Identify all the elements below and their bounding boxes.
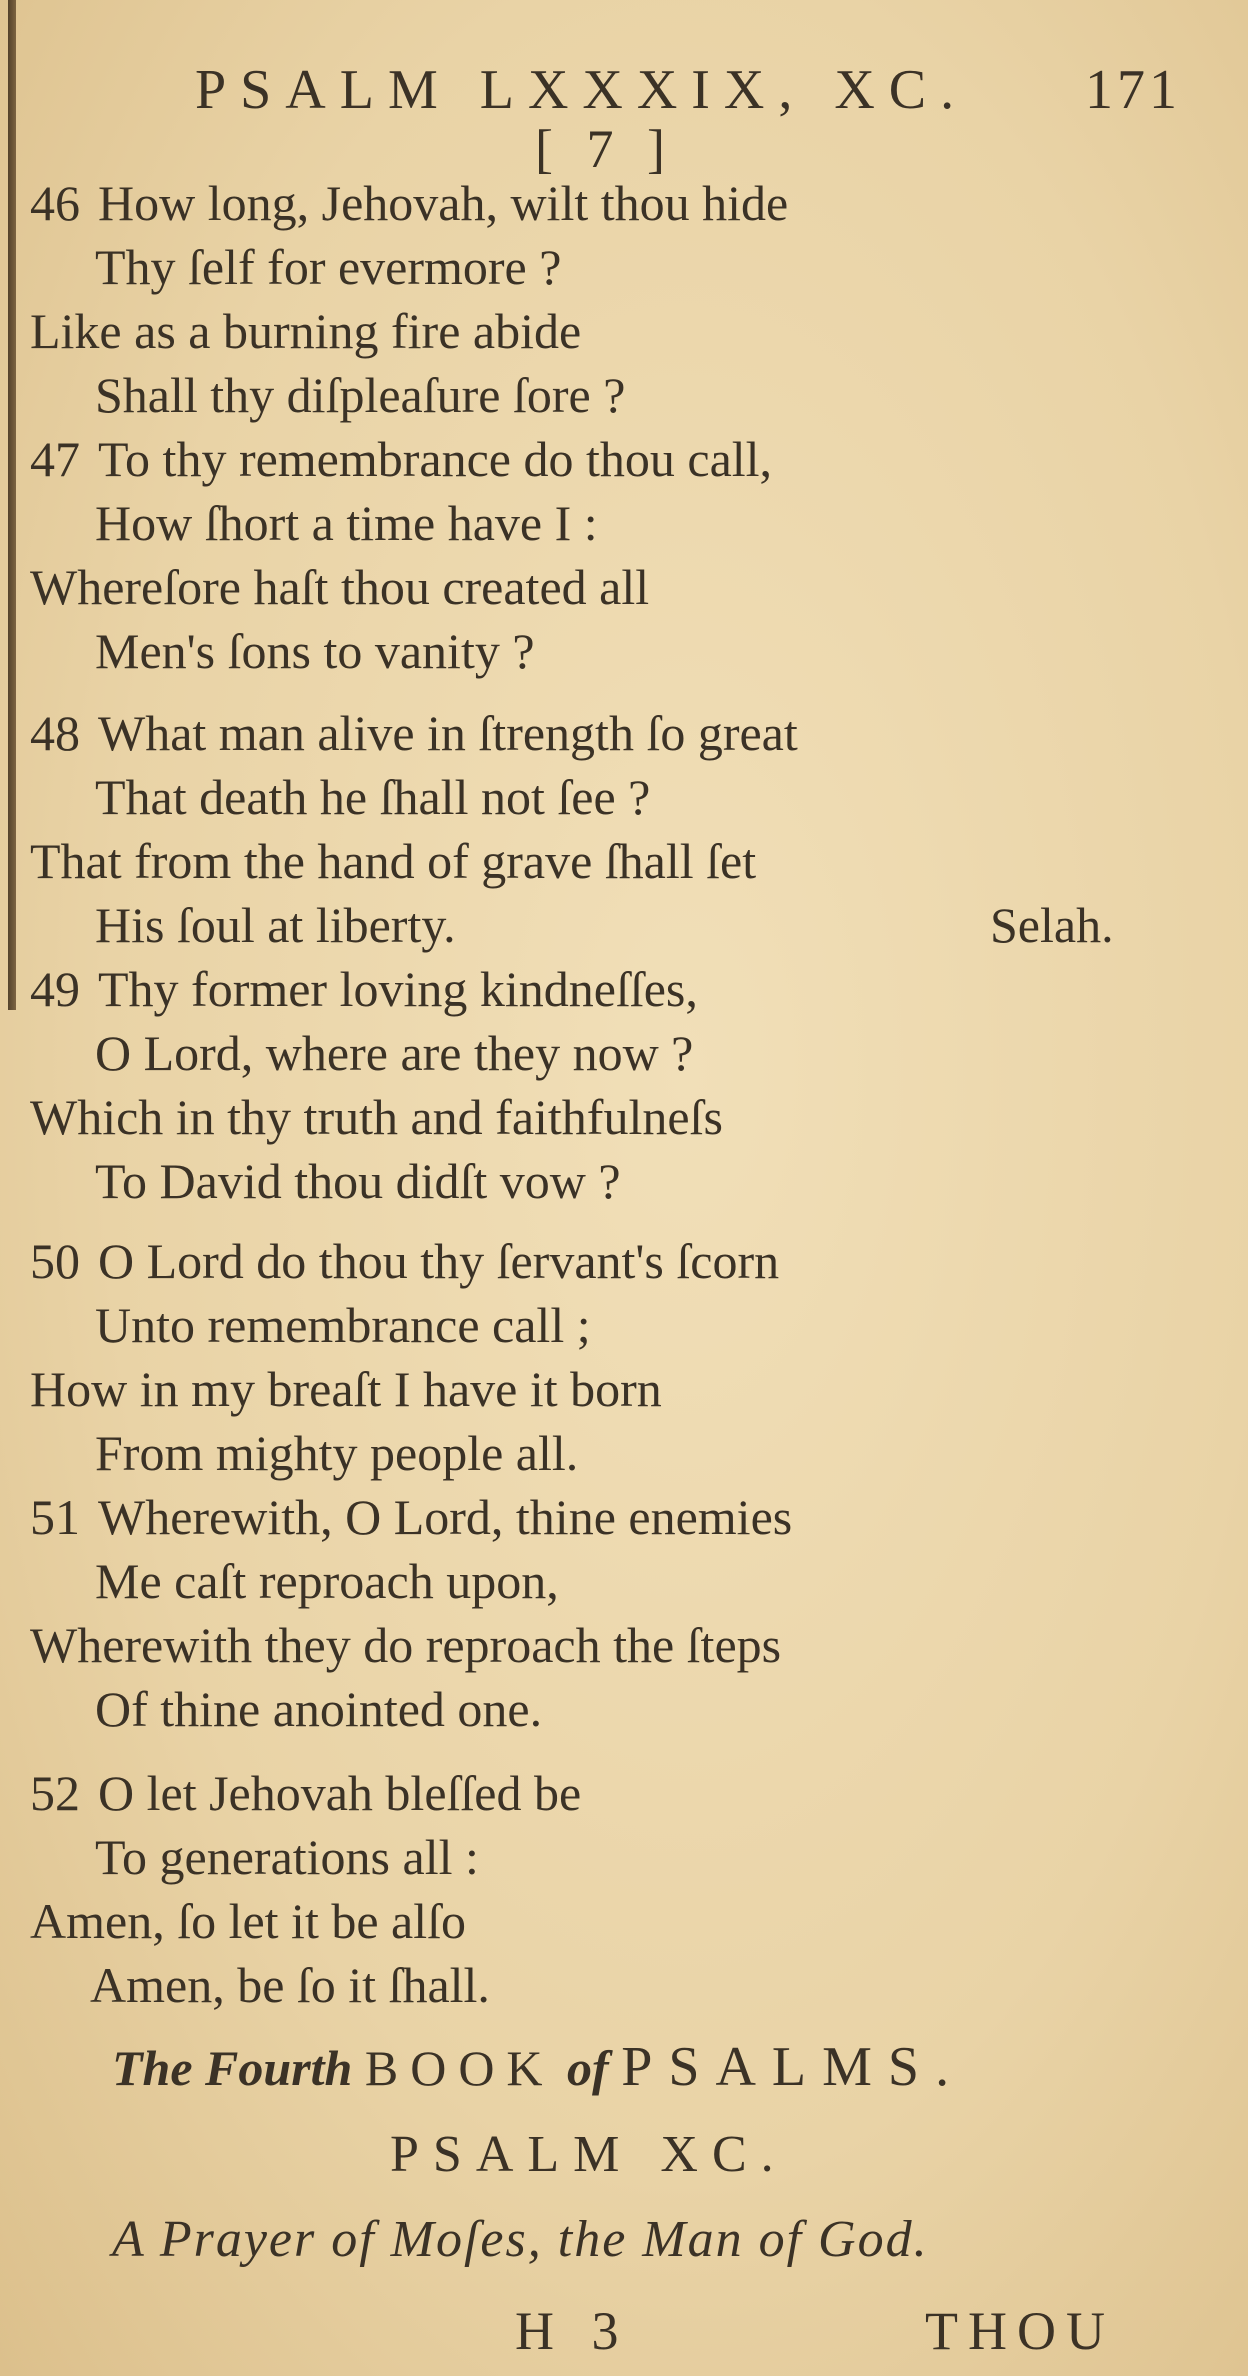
- verse-number: 48: [30, 705, 80, 761]
- verse-line: Amen, ſo let it be alſo: [30, 1893, 467, 1949]
- verse-line: Unto remembrance call ;: [95, 1297, 591, 1353]
- verse-line: 50 O Lord do thou thy ſervant's ſcorn: [30, 1233, 780, 1289]
- verse-line: From mighty people all.: [95, 1425, 579, 1481]
- book-title-ordinal: The Fourth: [112, 2040, 353, 2096]
- page-number: 171: [1085, 59, 1181, 121]
- verse-line: Men's ſons to vanity ?: [95, 623, 535, 679]
- verse-line: To generations all :: [95, 1829, 479, 1885]
- verse-line: Which in thy truth and faithfulneſs: [30, 1089, 723, 1145]
- verse-line: 46 How long, Jehovah, wilt thou hide: [30, 175, 789, 231]
- verse-number: 49: [30, 961, 80, 1017]
- verse-line: That from the hand of grave ſhall ſet: [30, 833, 757, 889]
- catchword: THOU: [925, 2301, 1115, 2361]
- verse-number: 47: [30, 431, 80, 487]
- verse-line: How in my breaſt I have it born: [30, 1361, 662, 1417]
- book-title-of: of: [567, 2040, 609, 2096]
- bracket-mark: [ 7 ]: [535, 119, 675, 179]
- verse-line: O Lord, where are they now ?: [95, 1025, 694, 1081]
- verse-line: Of thine anointed one.: [95, 1681, 543, 1737]
- running-head: PSALM LXXXIX, XC.: [195, 59, 969, 121]
- verse-line: Thy ſelf for evermore ?: [95, 239, 562, 295]
- verse-line: To David thou didſt vow ?: [95, 1153, 621, 1209]
- verse-number: 46: [30, 175, 80, 231]
- verse-line: Shall thy diſpleaſure ſore ?: [95, 367, 626, 423]
- book-title-psalms: PSALMS.: [621, 2036, 966, 2098]
- verse-line: How ſhort a time have I :: [95, 495, 598, 551]
- verse-line: 47 To thy remembrance do thou call,: [30, 431, 773, 487]
- signature-mark: H 3: [515, 2301, 631, 2361]
- book-title-book: BOOK: [364, 2040, 555, 2096]
- verse-line: Whereſore haſt thou created all: [30, 559, 650, 615]
- page-gutter-edge: [8, 0, 16, 1010]
- psalm-subtitle: A Prayer of Moſes, the Man of God.: [112, 2211, 929, 2268]
- verse-line: 52 O let Jehovah bleſſed be: [30, 1765, 582, 1821]
- verse-line: 51 Wherewith, O Lord, thine enemies: [30, 1489, 793, 1545]
- verse-line: Like as a burning fire abide: [30, 303, 582, 359]
- verse-line: 48 What man alive in ſtrength ſo great: [30, 705, 798, 761]
- book-title: [112, 2035, 965, 2099]
- verse-number: 52: [30, 1765, 80, 1821]
- verse-line: Amen, be ſo it ſhall.: [90, 1957, 490, 2013]
- psalm-heading: PSALM XC.: [390, 2126, 788, 2183]
- verse-line: That death he ſhall not ſee ?: [95, 769, 651, 825]
- verse-number: 50: [30, 1233, 80, 1289]
- selah-mark: Selah.: [990, 897, 1114, 953]
- verse-line: 49 Thy former loving kindneſſes,: [30, 961, 698, 1017]
- verse-number: 51: [30, 1489, 80, 1545]
- verse-line: Me caſt reproach upon,: [95, 1553, 559, 1609]
- verse-line: His ſoul at liberty. Selah.: [95, 897, 1114, 953]
- verse-line: Wherewith they do reproach the ſteps: [30, 1617, 782, 1673]
